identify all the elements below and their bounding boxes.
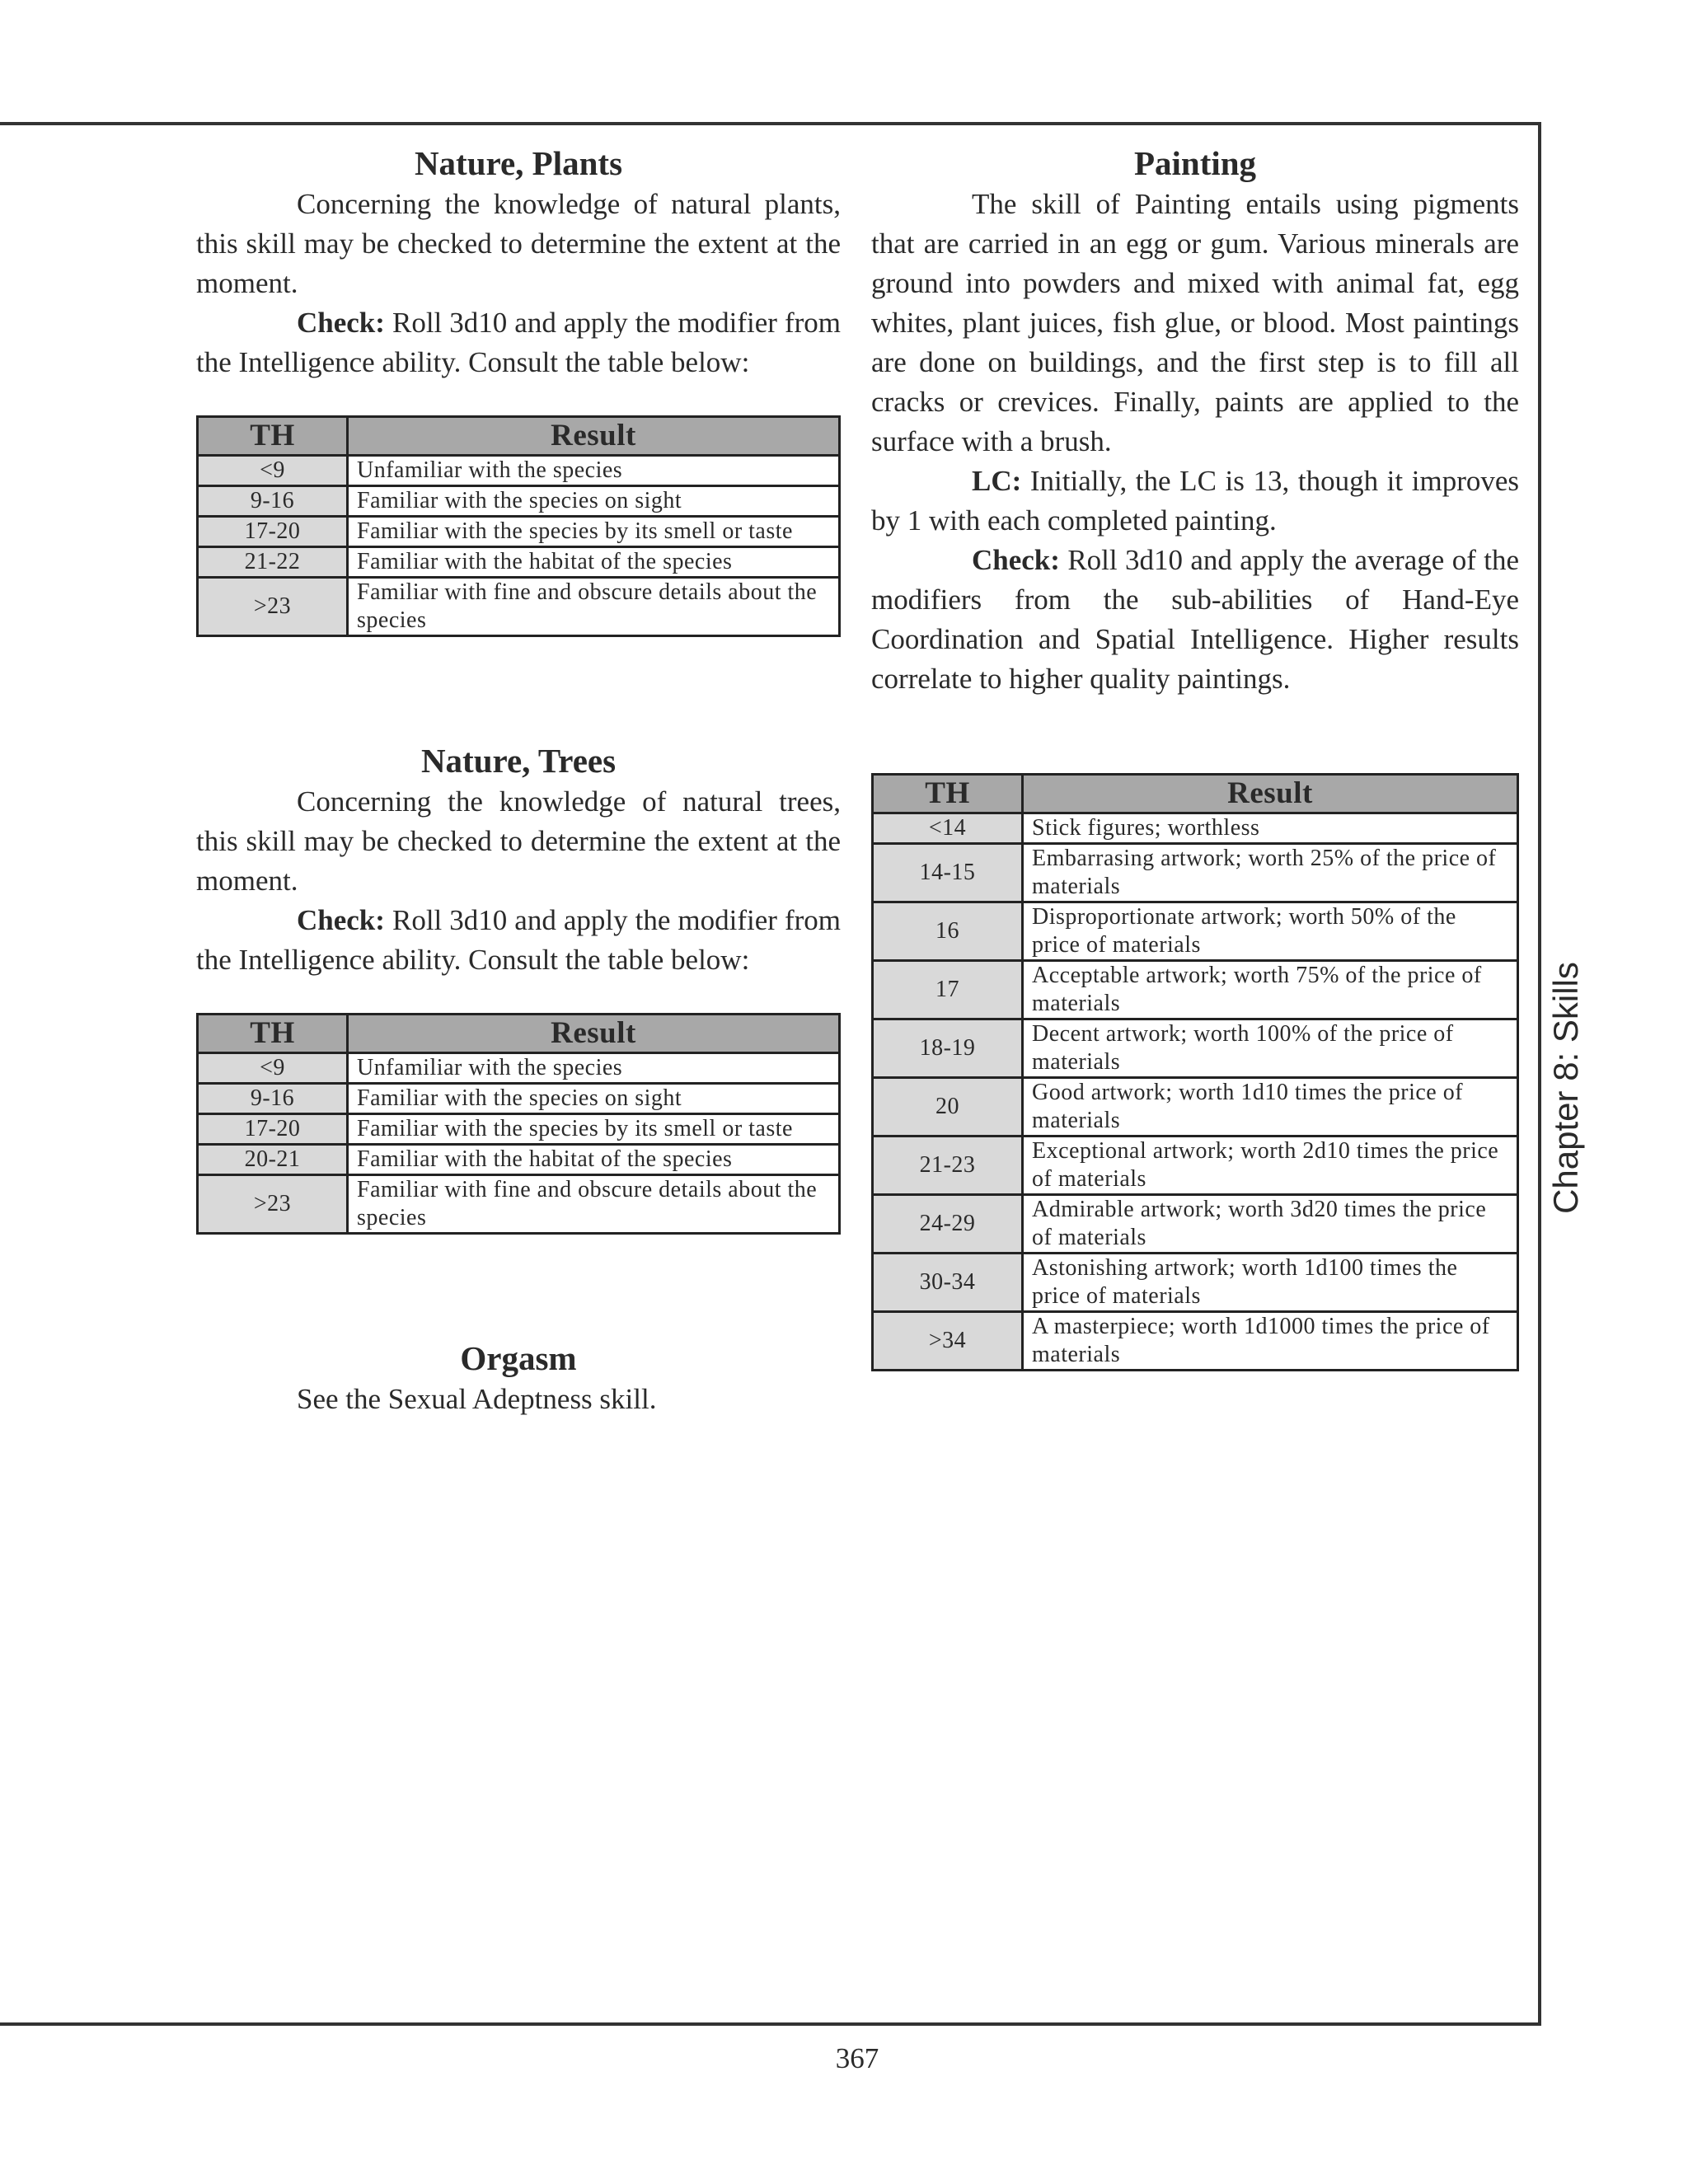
result-cell: Stick figures; worthless [1023,813,1518,844]
section-intro: Concerning the knowledge of natural trees, this skill may be checked to determine the extent at the moment. [196,785,841,897]
table-row [198,1145,840,1175]
table-row [873,813,1518,844]
check-label: Check: [297,307,385,339]
table-row [198,1053,840,1084]
result-cell: Familiar with the habitat of the species [348,547,840,578]
check-paragraph [196,303,841,382]
section-orgasm [196,1337,841,1419]
th-column-header: TH [198,417,348,456]
result-cell: Admirable artwork; worth 3d20 times the price of materials [1023,1195,1518,1254]
result-cell: Decent artwork; worth 100% of the price of materials [1023,1019,1518,1078]
section-intro: Concerning the knowledge of natural plants, this skill may be checked to determine the extent at the moment. [196,188,841,299]
th-cell: 9-16 [198,1084,348,1114]
table-header-row [873,775,1518,813]
check-text: Roll 3d10 and apply the average of the modifiers from the sub-abilities of Hand-Eye Coordination and Spatial Intelligence. Higher results correlate to higher quality paintings. [871,544,1519,695]
check-paragraph [196,901,841,980]
result-cell: Familiar with the species on sight [348,1084,840,1114]
table-row [873,902,1518,961]
table-row [873,1078,1518,1137]
lc-label: LC: [972,465,1022,497]
section-title: Nature, Plants [414,144,623,182]
result-cell: Acceptable artwork; worth 75% of the price of materials [1023,961,1518,1019]
th-cell: 17-20 [198,1114,348,1145]
table-row [198,547,840,578]
th-cell: 24-29 [873,1195,1023,1254]
table-row [873,1137,1518,1195]
lc-paragraph [871,462,1519,541]
result-cell: Familiar with the species by its smell or taste [348,517,840,547]
th-cell: 17 [873,961,1023,1019]
section-title: Painting [1133,144,1257,182]
result-cell: Good artwork; worth 1d10 times the price of materials [1023,1078,1518,1137]
table-row [198,1084,840,1114]
table-header-row [198,417,840,456]
th-column-header: TH [198,1015,348,1053]
result-cell: Familiar with fine and obscure details about the species [348,1175,840,1234]
table-row [198,1175,840,1234]
result-cell: Embarrasing artwork; worth 25% of the price of materials [1023,844,1518,902]
page-number: 367 [835,2042,879,2074]
result-cell: Familiar with the species by its smell or taste [348,1114,840,1145]
table-row [198,517,840,547]
th-cell: <14 [873,813,1023,844]
th-cell: 21-22 [198,547,348,578]
result-column-header: Result [1023,775,1518,813]
table-row [873,844,1518,902]
table-row [873,1254,1518,1312]
plants-table [196,415,841,637]
section-title: Orgasm [460,1339,577,1377]
chapter-side-tab [1540,940,1592,1236]
result-cell: A masterpiece; worth 1d1000 times the price of materials [1023,1312,1518,1371]
check-paragraph [871,541,1519,699]
painting-table [871,773,1519,1371]
section-intro: The skill of Painting entails using pigments that are carried in an egg or gum. Various minerals are ground into powders and mixed with animal fat, egg whites, plant juices, fish glue, or blood. Most paintings are done on buildings, and the first step is to fill all cracks or crevices. Finally, paints are applied to the surface with a brush. [871,188,1519,457]
th-cell: 9-16 [198,486,348,517]
th-cell: 16 [873,902,1023,961]
table-row [198,486,840,517]
left-column [196,142,841,1419]
th-cell: <9 [198,456,348,486]
table-header-row [198,1015,840,1053]
result-cell: Exceptional artwork; worth 2d10 times the price of materials [1023,1137,1518,1195]
result-cell: Familiar with the habitat of the species [348,1145,840,1175]
th-cell: 20-21 [198,1145,348,1175]
table-row [873,961,1518,1019]
th-cell: 20 [873,1078,1023,1137]
section-nature-trees [196,739,841,1235]
section-nature-plants [196,142,841,637]
th-cell: 21-23 [873,1137,1023,1195]
th-cell: >23 [198,578,348,636]
th-cell: 18-19 [873,1019,1023,1078]
table-row [198,456,840,486]
result-cell: Unfamiliar with the species [348,456,840,486]
th-cell: 30-34 [873,1254,1023,1312]
section-title: Nature, Trees [420,742,617,780]
th-cell: 17-20 [198,517,348,547]
result-cell: Astonishing artwork; worth 1d100 times the price of materials [1023,1254,1518,1312]
section-painting [871,142,1519,1371]
table-row [873,1195,1518,1254]
result-column-header: Result [348,1015,840,1053]
result-cell: Disproportionate artwork; worth 50% of the price of materials [1023,902,1518,961]
lc-text: Initially, the LC is 13, though it improves by 1 with each completed painting. [871,465,1520,537]
th-cell: 14-15 [873,844,1023,902]
table-row [198,1114,840,1145]
check-text: Roll 3d10 and apply the modifier from the Intelligence ability. Consult the table below: [196,307,842,378]
th-cell: >34 [873,1312,1023,1371]
th-cell: <9 [198,1053,348,1084]
th-column-header: TH [873,775,1023,813]
result-column-header: Result [348,417,840,456]
table-row [873,1019,1518,1078]
result-cell: Familiar with fine and obscure details about the species [348,578,840,636]
section-text: See the Sexual Adeptness skill. [297,1383,657,1415]
result-cell: Unfamiliar with the species [348,1053,840,1084]
right-column [871,142,1519,1371]
table-row [198,578,840,636]
trees-table [196,1013,841,1235]
check-label: Check: [972,544,1060,576]
chapter-label: Chapter 8: Skills [1546,962,1586,1214]
result-cell: Familiar with the species on sight [348,486,840,517]
table-row [873,1312,1518,1371]
check-label: Check: [297,904,385,936]
th-cell: >23 [198,1175,348,1234]
check-text: Roll 3d10 and apply the modifier from the Intelligence ability. Consult the table below: [196,904,842,976]
